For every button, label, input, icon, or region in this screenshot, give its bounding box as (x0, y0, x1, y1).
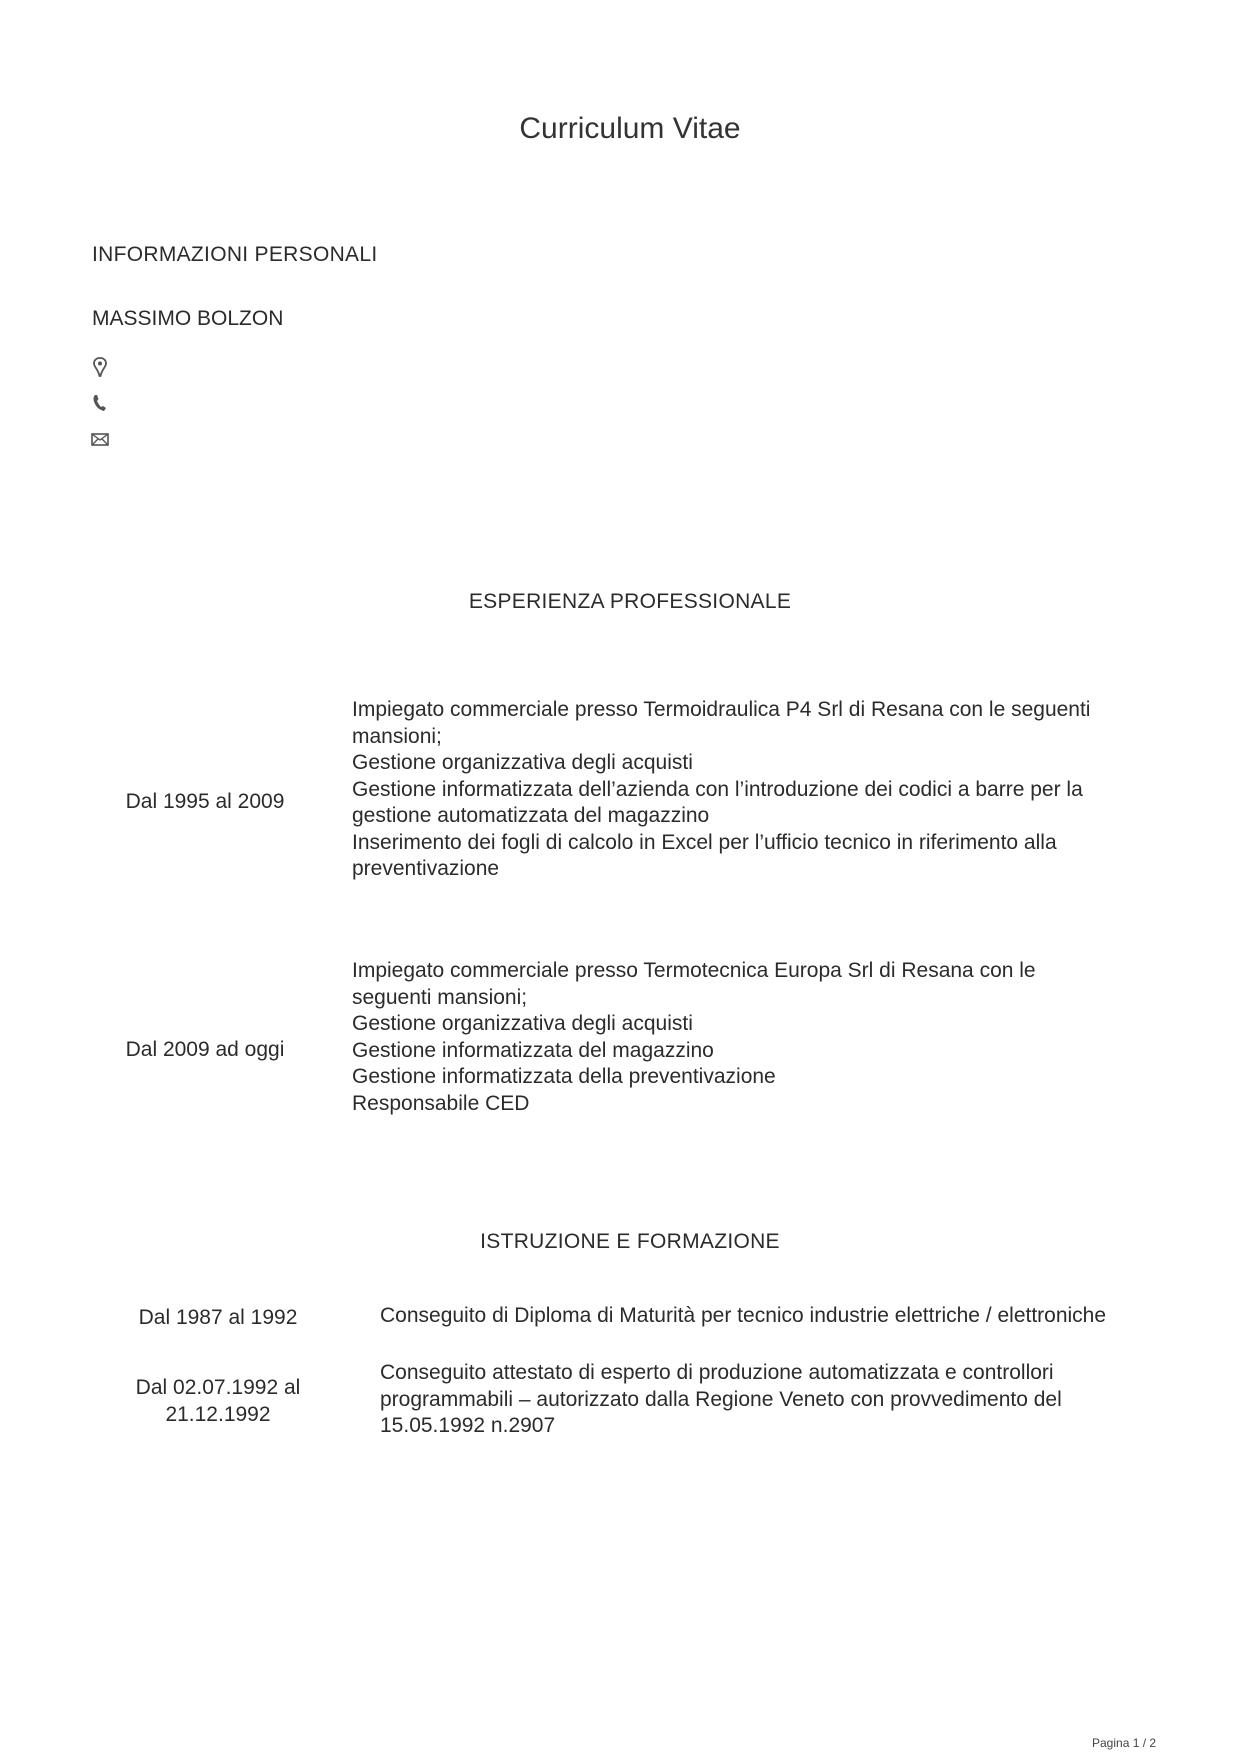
phone-icon (90, 392, 110, 414)
description-line: Gestione informatizzata dell’azienda con l’introduzione dei codici a barre per la (352, 777, 1083, 801)
description-line: Conseguito attestato di esperto di produzione automatizzata e controllori (380, 1361, 1054, 1384)
date-line: Dal 1987 al 1992 (138, 1306, 298, 1329)
description-line: gestione automatizzata del magazzino (352, 804, 710, 827)
description-line: Gestione informatizzata del magazzino (352, 1038, 714, 1062)
experience-date: Dal 2009 ad oggi (125, 1038, 285, 1061)
description-line: Gestione organizzativa degli acquisti (352, 751, 693, 774)
description-line: mansioni; (352, 724, 442, 748)
description-line: Inserimento dei fogli di calcolo in Excel per l’ufficio tecnico in riferimento alla (352, 830, 1057, 854)
description-line: Gestione organizzativa degli acquisti (352, 1012, 693, 1035)
description-line: Impiegato commerciale presso Termotecnica Europa Srl di Resana con le (352, 959, 1036, 982)
experience-date: Dal 1995 al 2009 (125, 790, 285, 813)
description-line: Conseguito di Diploma di Maturità per tecnico industrie elettriche / elettroniche (380, 1304, 1107, 1327)
experience-heading: ESPERIENZA PROFESSIONALE (468, 590, 792, 613)
document-title: Curriculum Vitae (519, 112, 741, 145)
description-line: Impiegato commerciale presso Termoidraulica P4 Srl di Resana con le seguenti (352, 698, 1091, 721)
description-line: Responsabile CED (352, 1091, 530, 1115)
location-pin-icon (90, 356, 110, 378)
description-line: preventivazione (352, 857, 500, 880)
description-line: seguenti mansioni; (352, 985, 528, 1009)
description-line: Gestione informatizzata della preventivazione (352, 1065, 776, 1088)
envelope-icon (90, 428, 110, 450)
education-description (380, 1303, 1106, 1330)
date-line: Dal 02.07.1992 al (135, 1376, 301, 1399)
education-heading: ISTRUZIONE E FORMAZIONE (480, 1230, 780, 1253)
experience-description (352, 958, 1036, 1117)
description-line: 15.05.1992 n.2907 (380, 1414, 556, 1437)
education-date (118, 1374, 318, 1428)
page-number: Pagina 1 / 2 (1092, 1736, 1157, 1750)
person-name: MASSIMO BOLZON (92, 307, 284, 330)
date-line: 21.12.1992 (165, 1403, 271, 1426)
education-description (380, 1360, 1062, 1440)
description-line: programmabili – autorizzato dalla Regione Veneto con provvedimento del (380, 1387, 1062, 1411)
personal-info-heading: INFORMAZIONI PERSONALI (92, 243, 378, 266)
experience-description (352, 697, 1090, 883)
education-date (118, 1304, 318, 1331)
